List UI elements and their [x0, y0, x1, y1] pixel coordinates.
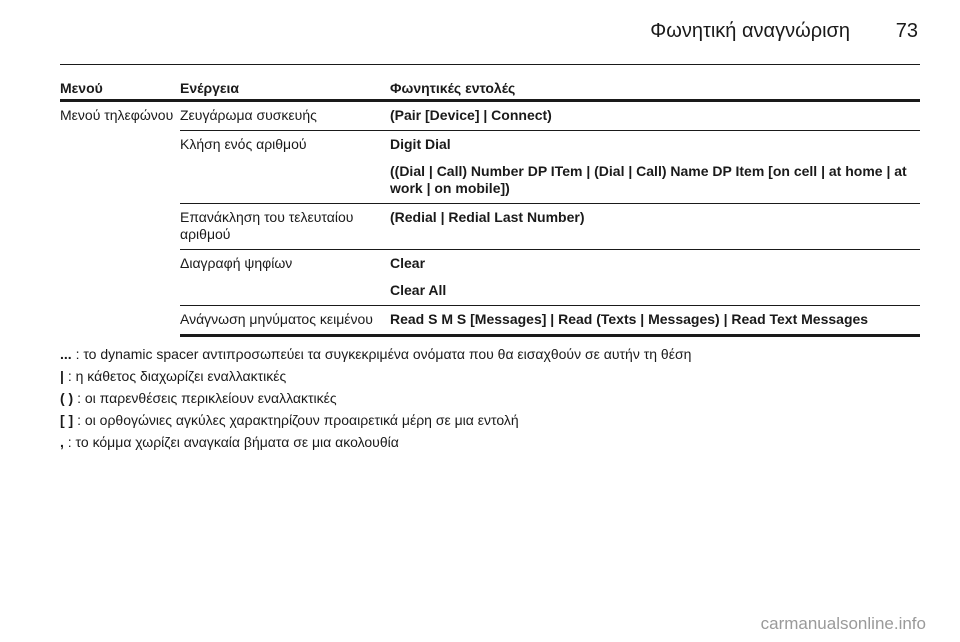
voice-commands-table	[60, 80, 920, 337]
action-cell: Ανάγνωση μηνύματος κειμένου	[180, 306, 390, 336]
watermark: carmanualsonline.info	[760, 614, 926, 633]
legend-symbol: ,	[60, 434, 64, 450]
column-header-commands: Φωνητικές εντολές	[390, 80, 920, 101]
table-row	[60, 131, 920, 204]
table-row	[60, 306, 920, 336]
legend-symbol: [ ]	[60, 412, 74, 428]
table-row	[60, 101, 920, 131]
column-header-menu: Μενού	[60, 80, 180, 101]
legend-text: : το κόμμα χωρίζει αναγκαία βήματα σε μια ακολουθία	[67, 434, 399, 450]
legend-text: : η κάθετος διαχωρίζει εναλλακτικές	[67, 368, 287, 384]
action-cell: Διαγραφή ψηφίων	[180, 250, 390, 306]
table-row	[60, 204, 920, 250]
legend-symbol: ( )	[60, 390, 74, 406]
legend-text: : το dynamic spacer αντιπροσωπεύει τα συγκεκριμένα ονόματα που θα εισαχθούν σε αυτήν τη θέση	[75, 346, 692, 362]
legend-symbol: ...	[60, 346, 72, 362]
command-cell	[390, 101, 920, 131]
command-cell	[390, 306, 920, 336]
command-text: ((Dial | Call) Number DP ITem | (Dial | Call) Name DP Item [on cell | at home | at work | on mobile])	[390, 163, 907, 196]
action-cell: Επανάκληση του τελευταίου αριθμού	[180, 204, 390, 250]
command-cell	[390, 250, 920, 306]
command-text: (Pair [Device] | Connect)	[390, 107, 552, 123]
legend-item	[60, 409, 691, 431]
legend-symbol: |	[60, 368, 64, 384]
page-header	[60, 18, 920, 65]
command-text: Clear	[390, 255, 426, 271]
command-cell	[390, 204, 920, 250]
command-text: Clear All	[390, 282, 447, 298]
command-text: (Redial | Redial Last Number)	[390, 209, 585, 225]
table-header-row	[60, 80, 920, 101]
command-text: Read S M S [Messages] | Read (Texts | Messages) | Read Text Messages	[390, 311, 869, 327]
page-title: Φωνητική αναγνώριση	[650, 20, 850, 42]
legend-item	[60, 387, 691, 409]
table-row	[60, 250, 920, 306]
page-number: 73	[895, 20, 918, 42]
menu-cell: Μενού τηλεφώνου	[60, 107, 174, 123]
command-cell	[390, 131, 920, 204]
column-header-action: Ενέργεια	[180, 80, 390, 101]
action-cell: Κλήση ενός αριθμού	[180, 131, 390, 204]
command-text: Digit Dial	[390, 136, 451, 152]
legend-text: : οι ορθογώνιες αγκύλες χαρακτηρίζουν προαιρετικά μέρη σε μια εντολή	[77, 412, 519, 428]
action-cell: Ζευγάρωμα συσκευής	[180, 107, 317, 123]
legend-item	[60, 343, 691, 365]
legend-item	[60, 365, 691, 387]
legend	[60, 343, 691, 453]
legend-text: : οι παρενθέσεις περικλείουν εναλλακτικές	[77, 390, 337, 406]
legend-item	[60, 431, 691, 453]
